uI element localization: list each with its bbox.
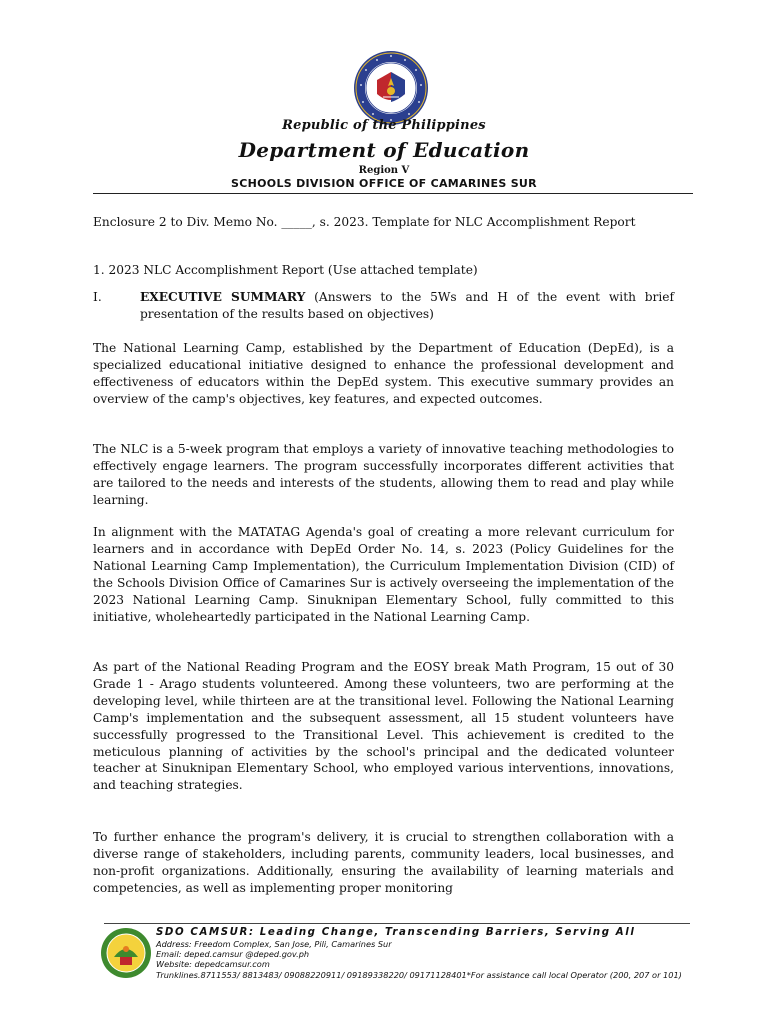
- deped-seal-logo: [353, 50, 429, 126]
- footer: [156, 926, 696, 980]
- footer-slogan: SDO CAMSUR: Leading Change, Transcending Barriers, Serving All: [156, 927, 636, 938]
- footer-divider: [104, 923, 690, 924]
- sdo-camsur-logo: [100, 927, 152, 979]
- republic-heading: Republic of the Philippines: [282, 118, 486, 133]
- paragraph: The National Learning Camp, established by the Department of Education (DepEd), is a specialized educational initiative designed to enhance the professional development and effectiveness of educators within the DepEd system. This executive summary provides an overview of the camp's objectives, key features, and expected outcomes.: [93, 341, 674, 406]
- footer-website: Website: depedcamsur.com: [156, 959, 270, 970]
- paragraph: To further enhance the program's delivery, it is crucial to strengthen collaboration with a diverse range of stakeholders, including parents, community leaders, local businesses, and non-profit organizations. Additionally, ensuring the availability of learning materials and competencies, as well as implementing proper monitoring: [93, 830, 674, 895]
- header-divider: [93, 193, 693, 194]
- region-heading: Region V: [358, 165, 410, 176]
- section-note: (Answers to the 5Ws and H of the event with brief presentation of the results based on objectives): [140, 290, 674, 321]
- section-number: I.: [93, 290, 102, 304]
- footer-address: Address: Freedom Complex, San Jose, Pili, Camarines Sur: [156, 939, 392, 949]
- paragraph: As part of the National Reading Program and the EOSY break Math Program, 15 out of 30 Grade 1 - Arago students volunteered. Among these volunteers, two are performing at the developing level, while thirteen are at the transitional level. Following the National Learning Camp's implementation and the subsequent assessment, all 15 student volunteers have successfully progressed to the Transitional Level. This achievement is credited to the meticulous planning of activities by the school's principal and the dedicated volunteer teacher at Sinuknipan Elementary School, who employed various interventions, innovations, and teaching strategies.: [93, 660, 674, 793]
- footer-email: Email: deped.camsur @deped.gov.ph: [156, 949, 310, 960]
- department-heading: Department of Education: [238, 138, 530, 162]
- footer-trunklines: Trunklines.8711553/ 8813483/ 09088220911/ 09189338220/ 09171128401*For assistance call local Operator (200, 207 or 101): [156, 969, 682, 980]
- section-title: EXECUTIVE SUMMARY: [140, 290, 306, 304]
- paragraph: The NLC is a 5-week program that employs a variety of innovative teaching methodologies to effectively engage learners. The program successfully incorporates different activities that are tailored to the needs and interests of the students, allowing them to read and play while learning.: [93, 442, 674, 507]
- division-heading: SCHOOLS DIVISION OFFICE OF CAMARINES SUR: [231, 177, 537, 190]
- enclosure-line: Enclosure 2 to Div. Memo No. _____, s. 2023. Template for NLC Accomplishment Report: [93, 215, 636, 229]
- paragraph: In alignment with the MATATAG Agenda's goal of creating a more relevant curriculum for learners and in accordance with DepEd Order No. 14, s. 2023 (Policy Guidelines for the National Learning Camp Implementation), the Curriculum Implementation Division (CID) of the Schools Division Office of Camarines Sur is actively overseeing the implementation of the 2023 National Learning Camp. Sinuknipan Elementary School, fully committed to this initiative, wholeheartedly participated in the National Learning Camp.: [93, 525, 674, 624]
- report-item-1: 1. 2023 NLC Accomplishment Report (Use attached template): [93, 263, 478, 277]
- executive-summary-heading: [93, 289, 674, 323]
